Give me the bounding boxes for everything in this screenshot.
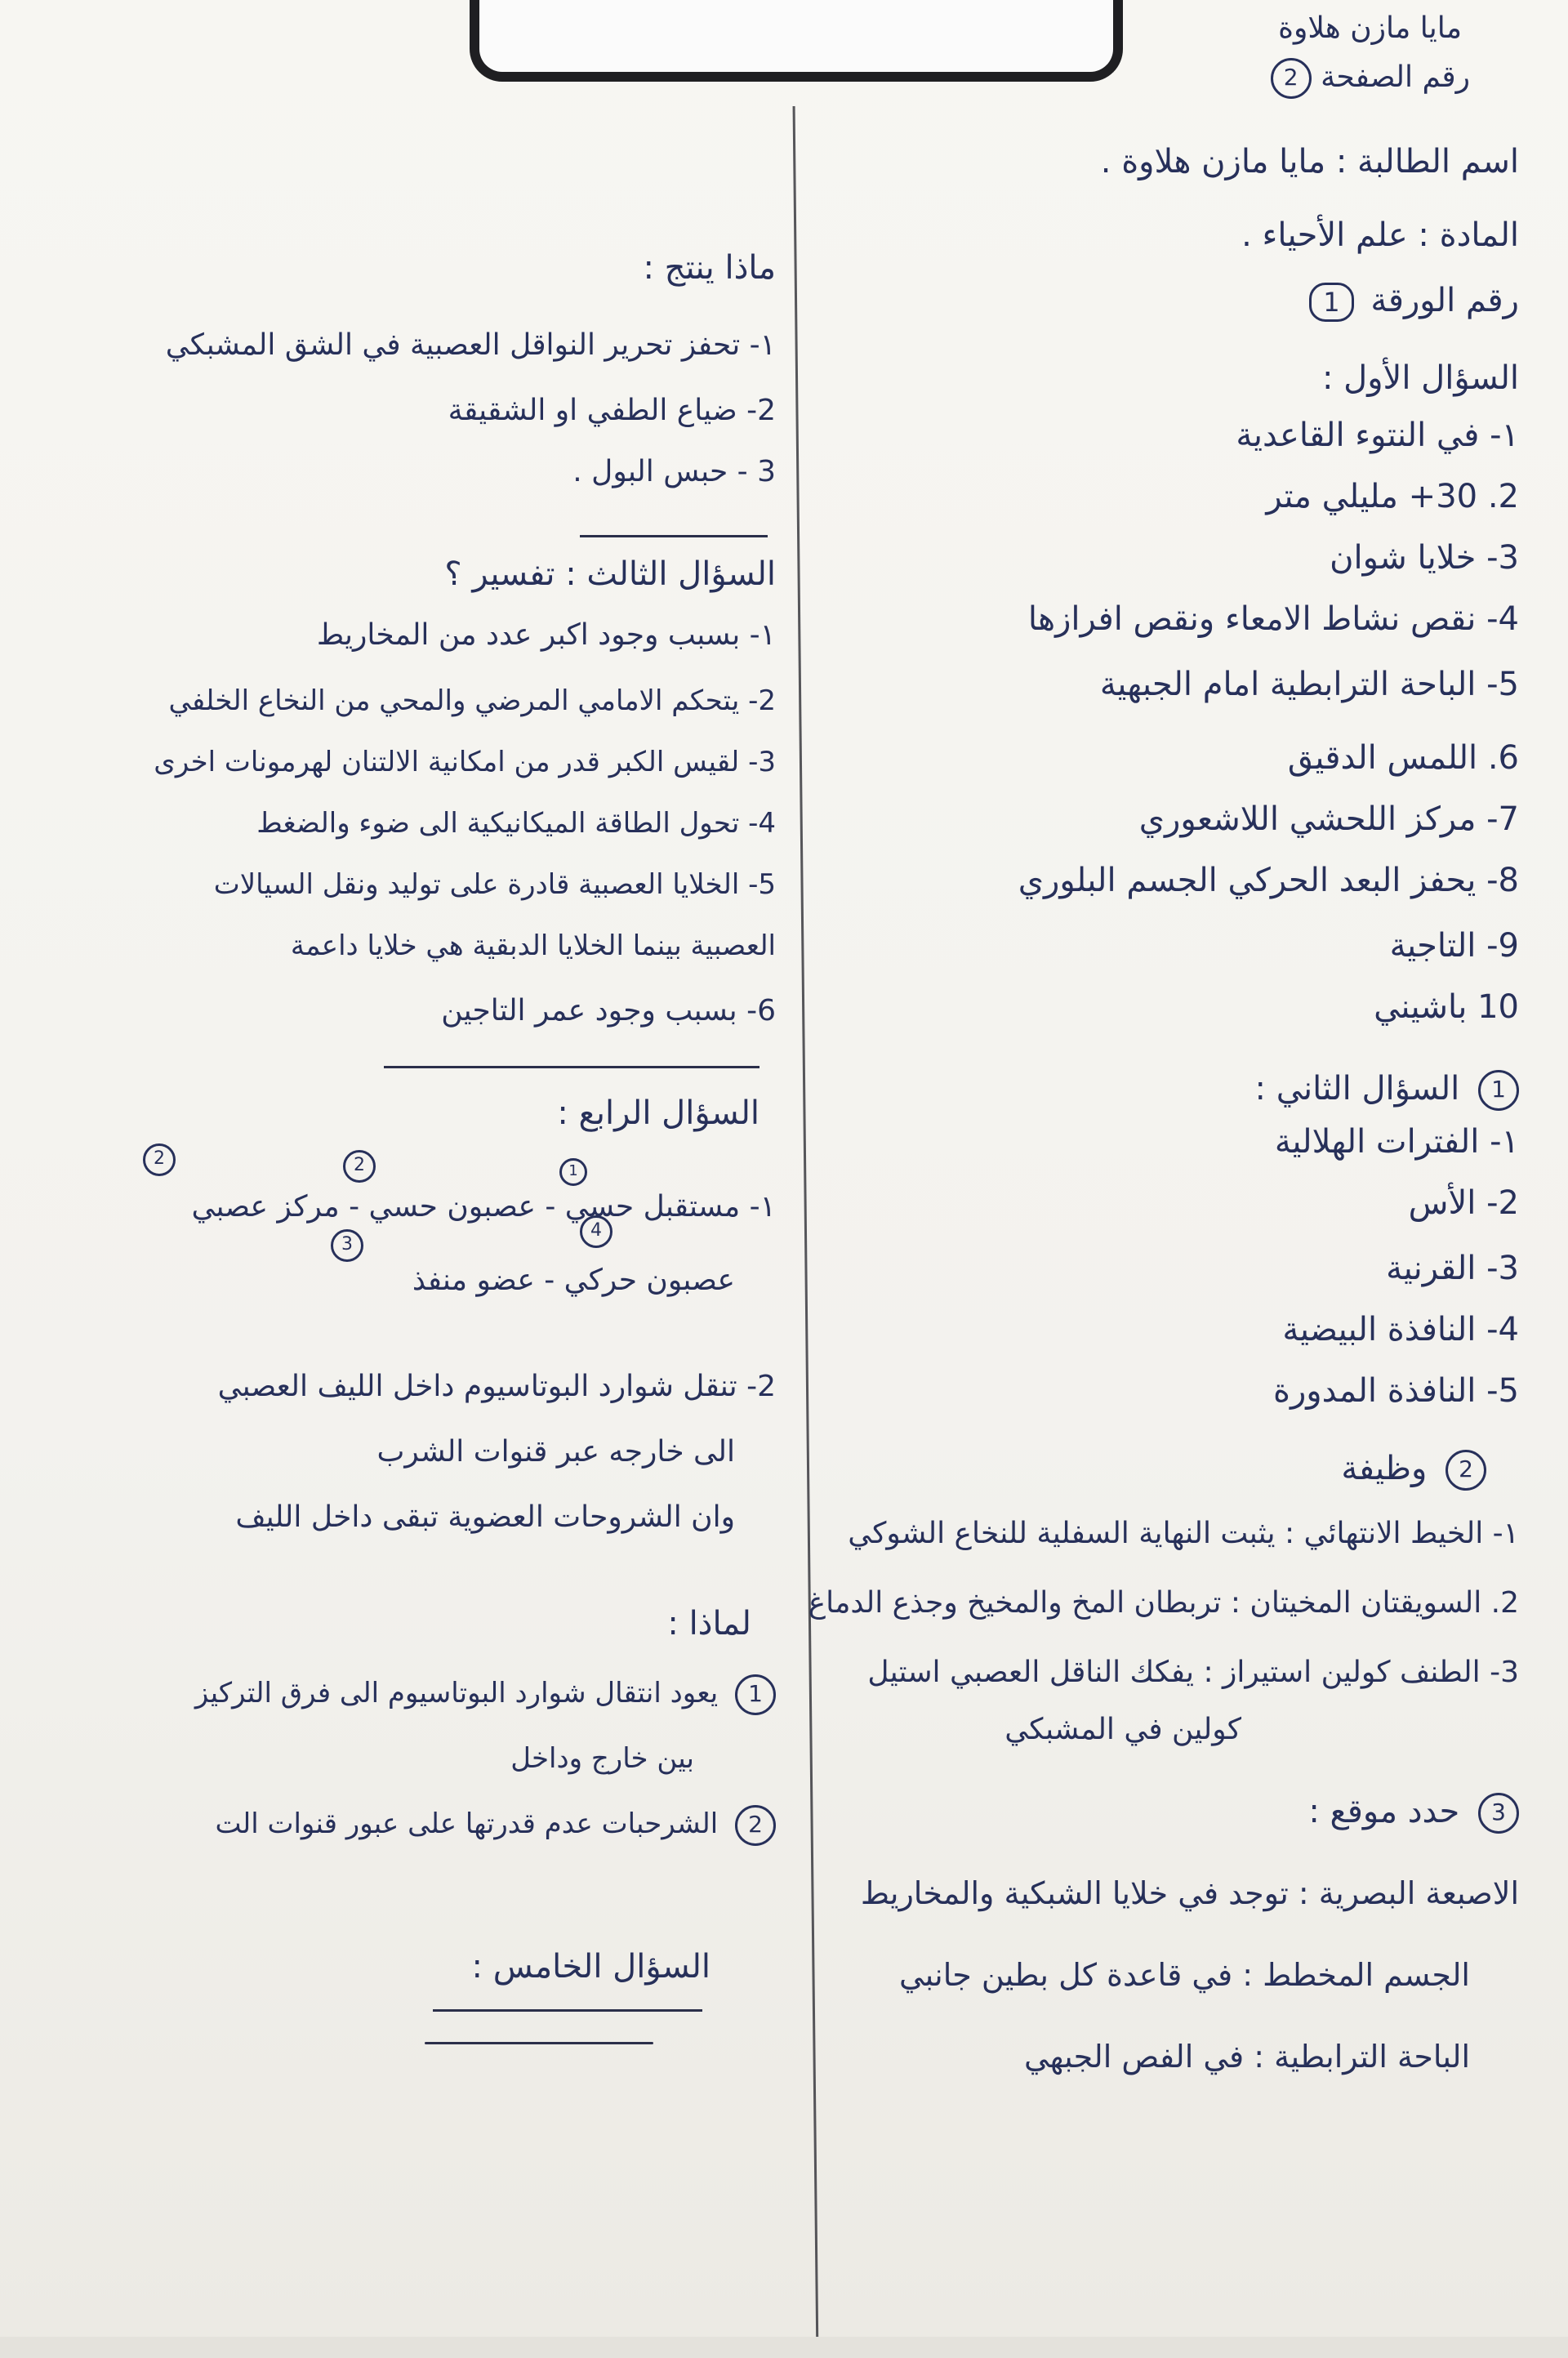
what-happens-title: ماذا ينتج :: [643, 249, 776, 287]
q1-item: 8- يحفز البعد الحركي الجسم البلوري: [1018, 862, 1519, 899]
why-number: 2: [735, 1805, 776, 1846]
q2-part-number: 1: [1478, 1070, 1519, 1111]
q2-item: 2- الأس: [1408, 1184, 1519, 1222]
q4-mark: 3: [331, 1229, 363, 1262]
q4-item: 2- تنقل شوارد البوتاسيوم داخل الليف العصبي: [217, 1370, 776, 1403]
q1-title: السؤال الأول :: [1321, 359, 1519, 397]
why-item: [195, 1670, 776, 1716]
why-item: [215, 1801, 776, 1847]
q4-mark: 4: [580, 1215, 612, 1248]
function-item: كولين في المشبكي: [1004, 1713, 1241, 1746]
subject: المادة : علم الأحياء .: [1241, 216, 1519, 254]
location-item: الاصبعة البصرية : توجد في خلايا الشبكية والمخاريط: [860, 1875, 1519, 1911]
sheet-number: 1: [1309, 283, 1353, 322]
header-name: مايا مازن هلاوة: [1278, 11, 1462, 45]
q1-item: ١- في النتوء القاعدية: [1236, 417, 1519, 454]
function-item: ١- الخيط الانتهائي : يثبت النهاية السفلية للنخاع الشوكي: [848, 1517, 1519, 1550]
q2-item: ١- الفترات الهلالية: [1274, 1123, 1519, 1161]
q3-item: 3- لقيس الكبر قدر من امكانية الالتنان لهرمونات اخرى: [154, 746, 776, 778]
why-text: الشرحبات عدم قدرتها على عبور قنوات الت: [215, 1808, 719, 1840]
q2-title: السؤال الثاني :: [1254, 1070, 1460, 1108]
q5-title: السؤال الخامس :: [471, 1948, 710, 1986]
function-title-row: [1341, 1446, 1486, 1491]
page-bottom-edge: [0, 2337, 1568, 2358]
q4-item: عصبون حركي - عضو منفذ: [412, 1264, 735, 1297]
q4-mark: 1: [559, 1158, 587, 1186]
q4-title: السؤال الرابع :: [557, 1094, 760, 1132]
function-item: 3- الطنف كولين استيراز : يفكك الناقل العصبي استيل: [867, 1656, 1519, 1689]
section-rule: [384, 1066, 760, 1068]
q2-item: 4- النافذة البيضية: [1282, 1311, 1519, 1348]
q4-mark: 2: [343, 1150, 376, 1183]
q2-title-row: [1255, 1066, 1519, 1112]
column-divider: [793, 106, 819, 2358]
section-rule: [425, 2042, 653, 2044]
function-number: 2: [1446, 1450, 1486, 1491]
left-column: [16, 245, 784, 2336]
q1-item: 3- خلايا شوان: [1330, 539, 1519, 577]
q1-item: 7- مركز اللحشي اللاشعوري: [1138, 800, 1519, 838]
q1-item: 4- نقص نشاط الامعاء ونقص افرازها: [1027, 600, 1519, 638]
section-rule: [433, 2009, 702, 2012]
q4-item: ١- مستقبل حسي - عصبون حسي - مركز عصبي: [191, 1190, 776, 1224]
header-page-label: رقم الصفحة: [1321, 60, 1470, 94]
location-title-row: [1308, 1789, 1519, 1834]
q3-item: ١- بسبب وجود اكبر عدد من المخاريط: [316, 618, 776, 652]
q4-item: وان الشروحات العضوية تبقى داخل الليف: [235, 1500, 735, 1534]
function-title: وظيفة: [1341, 1450, 1428, 1487]
q3-item: 2- يتحكم الامامي المرضي والمحي من النخاع الخلفي: [168, 684, 776, 717]
location-number: 3: [1478, 1793, 1519, 1834]
what-happens-item: 2- ضياع الطفي او الشقيقة: [448, 394, 776, 427]
section-rule: [580, 535, 768, 537]
right-column: [808, 139, 1519, 2328]
q4-mark: 2: [143, 1143, 176, 1176]
what-happens-item: 3 - حبس البول .: [572, 455, 776, 488]
location-item: الباحة الترابطية : في الفص الجبهي: [1023, 2039, 1470, 2075]
q3-item: 6- بسبب وجود عمر التاجين: [441, 994, 776, 1027]
q1-item: 10 باشيني: [1374, 988, 1519, 1026]
location-item: الجسم المخطط : في قاعدة كل بطين جانبي: [899, 1957, 1470, 1993]
why-title: لماذا :: [667, 1605, 751, 1643]
why-number: 1: [735, 1674, 776, 1715]
q3-item: 5- الخلايا العصبية قادرة على توليد ونقل السيالات: [213, 868, 776, 901]
why-item: بين خارج وداخل: [510, 1742, 694, 1775]
q4-item: الى خارجه عبر قنوات الشرب: [376, 1435, 735, 1469]
q1-item: 2. 30+ مليلي متر: [1266, 478, 1519, 515]
clipboard-clip: [470, 0, 1123, 82]
q1-item: 9- التاجية: [1389, 927, 1519, 965]
header-page-number: 2: [1271, 58, 1312, 99]
q1-item: 6. اللمس الدقيق: [1287, 739, 1519, 777]
q3-item: 4- تحول الطاقة الميكانيكية الى ضوء والضغط: [256, 807, 776, 840]
why-text: يعود انتقال شوارد البوتاسيوم الى فرق التركيز: [194, 1677, 719, 1709]
q3-item: العصبية بينما الخلايا الدبقية هي خلايا داعمة: [290, 929, 776, 962]
q3-title: السؤال الثالث : تفسير ؟: [444, 555, 776, 593]
q2-item: 5- النافذة المدورة: [1273, 1372, 1519, 1410]
header-page: [1263, 57, 1470, 99]
function-item: 2. السويقتان المخيتان : تربطان المخ والمخيخ وجذع الدماغ: [808, 1586, 1519, 1620]
location-title: حدد موقع :: [1308, 1793, 1460, 1830]
q2-item: 3- القرنية: [1386, 1250, 1519, 1287]
sheet-label: رقم الورقة: [1370, 282, 1519, 319]
sheet-number-row: [1309, 278, 1519, 323]
what-happens-item: ١- تحفز تحرير النواقل العصبية في الشق المشبكي: [165, 328, 776, 362]
student-name: اسم الطالبة : مايا مازن هلاوة .: [1100, 143, 1519, 181]
q1-item: 5- الباحة الترابطية امام الجبهية: [1099, 666, 1519, 703]
